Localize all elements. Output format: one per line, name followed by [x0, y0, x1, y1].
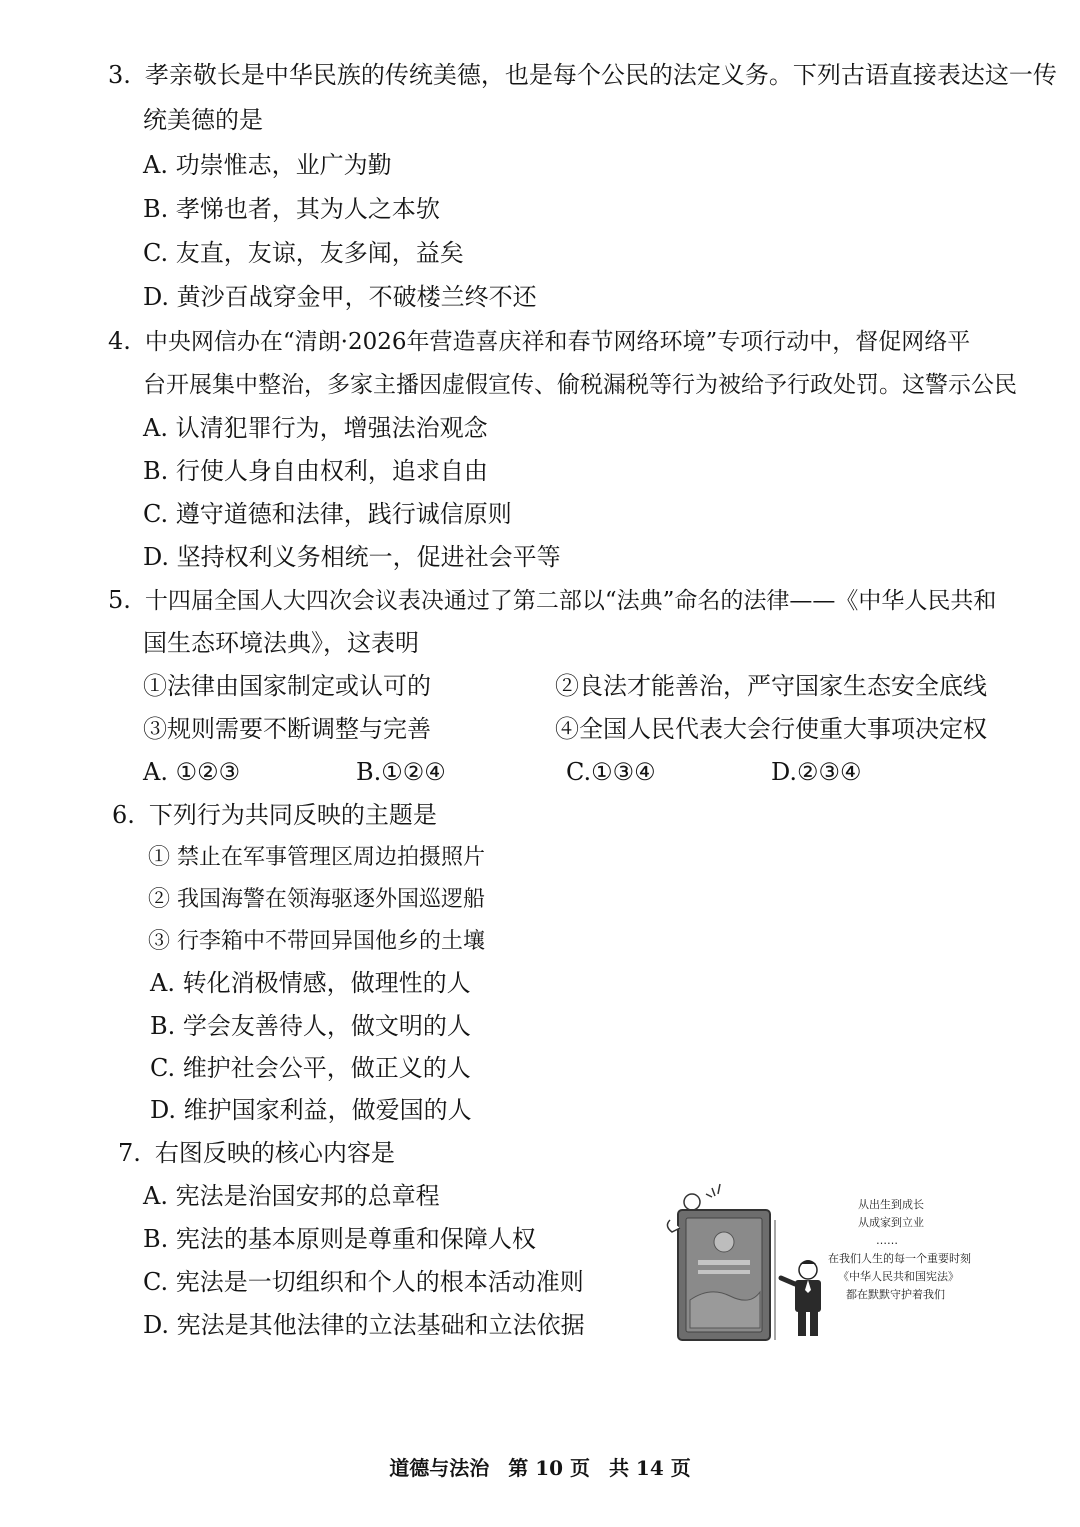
question-5-statement-4: ④全国人民代表大会行使重大事项决定权 [555, 715, 987, 743]
question-3-option-d: D. 黄沙百战穿金甲，不破楼兰终不还 [143, 283, 537, 311]
question-4-option-d: D. 坚持权利义务相统一，促进社会平等 [143, 543, 561, 571]
constitution-illustration [650, 1180, 990, 1350]
question-3-stem-line-2: 统美德的是 [143, 106, 263, 134]
question-3-option-b: B. 孝悌也者，其为人之本欤 [143, 195, 440, 223]
figure-caption-4: 在我们人生的每一个重要时刻 [828, 1252, 971, 1265]
question-4-option-c: C. 遵守道德和法律，践行诚信原则 [143, 500, 512, 528]
question-5-statement-1: ①法律由国家制定或认可的 [143, 672, 431, 700]
question-7-option-d: D. 宪法是其他法律的立法基础和立法依据 [143, 1311, 585, 1339]
question-4-option-a: A. 认清犯罪行为，增强法治观念 [143, 414, 488, 442]
question-7-option-c: C. 宪法是一切组织和个人的根本活动准则 [143, 1268, 584, 1296]
question-4-option-b: B. 行使人身自由权利，追求自由 [143, 457, 488, 485]
question-4-stem-line-2: 台开展集中整治，多家主播因虚假宣传、偷税漏税等行为被给予行政处罚。这警示公民 [143, 372, 1017, 398]
figure-caption-1: 从出生到成长 [858, 1198, 924, 1211]
question-6-option-a: A. 转化消极情感，做理性的人 [150, 969, 471, 997]
question-number: 4. [108, 327, 131, 355]
figure-caption-5: 《中华人民共和国宪法》 [838, 1270, 959, 1283]
question-number: 6. [112, 801, 135, 829]
question-5-statement-3: ③规则需要不断调整与完善 [143, 715, 431, 743]
footer-subject: 道德与法治 [389, 1456, 490, 1480]
question-5-choice-b: B.①②④ [356, 758, 446, 786]
figure-caption-3: …… [876, 1234, 898, 1247]
question-number: 7. [118, 1139, 141, 1167]
question-5-choice-a: A. ①②③ [143, 758, 241, 786]
question-6-statement-3: ③ 行李箱中不带回异国他乡的土壤 [148, 929, 485, 954]
question-5-stem-line-2: 国生态环境法典》，这表明 [143, 629, 419, 657]
question-number: 5. [108, 586, 131, 614]
figure-caption-2: 从成家到立业 [858, 1216, 924, 1229]
question-6-option-b: B. 学会友善待人，做文明的人 [150, 1012, 471, 1040]
question-5-stem-line-1: 5. 十四届全国人大四次会议表决通过了第二部以“法典”命名的法律——《中华人民共和 [108, 586, 997, 614]
figure-caption-6: 都在默默守护着我们 [846, 1288, 945, 1301]
question-4-stem-line-1: 4. 中央网信办在“清朗·2026年营造喜庆祥和春节网络环境”专项行动中，督促网络平 [108, 327, 971, 355]
question-6-statement-1: ① 禁止在军事管理区周边拍摄照片 [148, 845, 485, 870]
question-7-option-a: A. 宪法是治国安邦的总章程 [143, 1182, 440, 1210]
question-6-option-d: D. 维护国家利益，做爱国的人 [150, 1096, 472, 1124]
question-6-stem: 6. 下列行为共同反映的主题是 [112, 801, 437, 829]
question-3-option-c: C. 友直，友谅，友多闻，益矣 [143, 239, 464, 267]
footer-page-number: 第 10 页 [508, 1456, 590, 1480]
page-footer [0, 1455, 1080, 1481]
footer-total-pages: 共 14 页 [608, 1456, 691, 1480]
question-7-stem: 7. 右图反映的核心内容是 [118, 1139, 395, 1167]
question-7-option-b: B. 宪法的基本原则是尊重和保障人权 [143, 1225, 536, 1253]
question-number: 3. [108, 61, 131, 89]
question-5-choice-d: D.②③④ [771, 758, 862, 786]
question-5-statement-2: ②良法才能善治，严守国家生态安全底线 [555, 672, 987, 700]
question-6-option-c: C. 维护社会公平，做正义的人 [150, 1054, 471, 1082]
question-5-choice-c: C.①③④ [566, 758, 656, 786]
question-6-statement-2: ② 我国海警在领海驱逐外国巡逻船 [148, 887, 485, 912]
question-3-option-a: A. 功崇惟志，业广为勤 [143, 151, 392, 179]
question-3-stem-line-1: 3. 孝亲敬长是中华民族的传统美德，也是每个公民的法定义务。下列古语直接表达这一传 [108, 61, 1057, 89]
